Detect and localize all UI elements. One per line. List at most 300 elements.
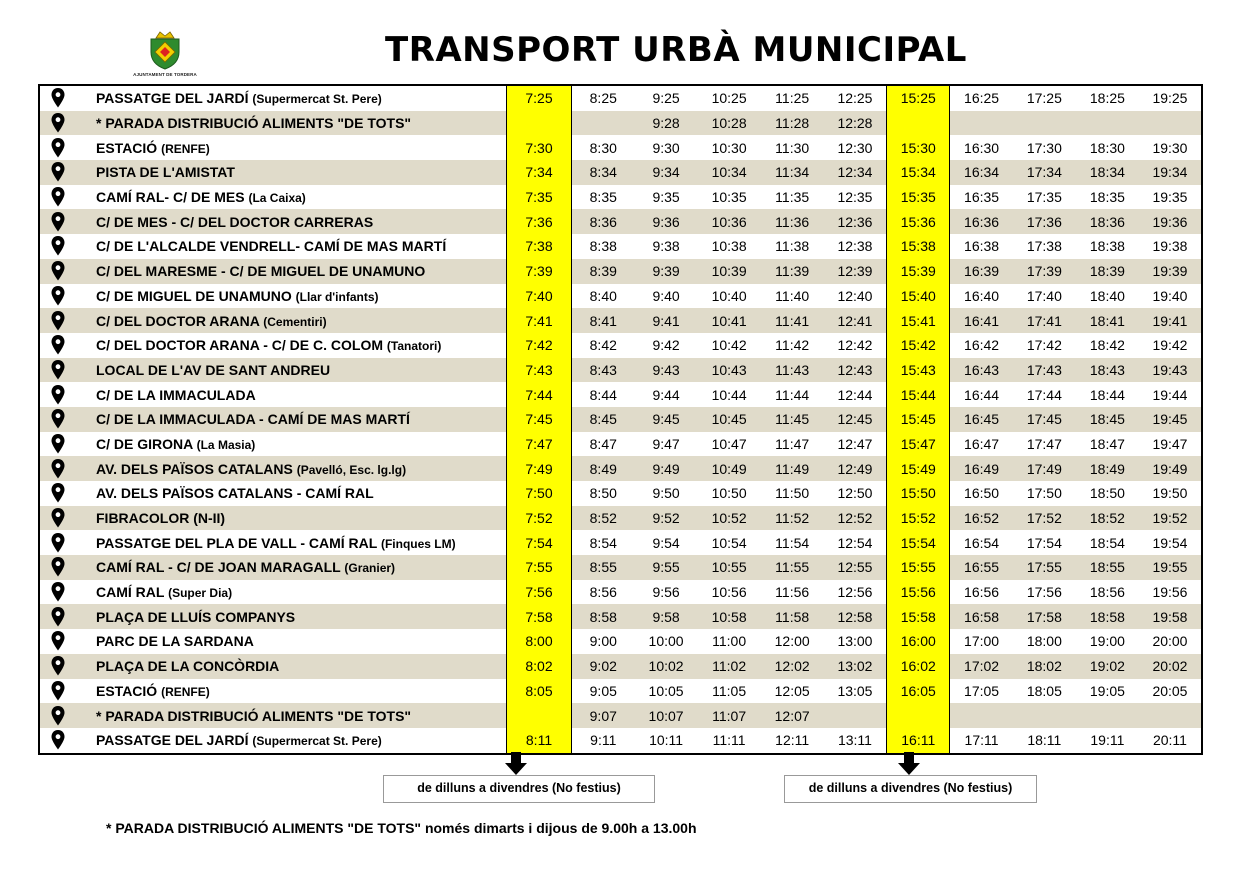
stop-pin	[39, 506, 76, 531]
departure-time: 12:30	[837, 139, 873, 156]
departure-time: 8:47	[589, 435, 617, 452]
stop-name	[76, 407, 507, 432]
departure-time: 9:00	[589, 633, 617, 650]
stop-label: PASSATGE DEL JARDÍ	[96, 90, 253, 107]
departure-time: 19:47	[1152, 435, 1188, 452]
departure-time: 12:28	[824, 111, 887, 136]
departure-time: 7:40	[507, 284, 572, 309]
departure-time: 10:50	[711, 485, 747, 502]
departure-time: 11:00	[712, 633, 747, 650]
departure-time: 18:50	[1089, 485, 1125, 502]
departure-time: 17:44	[1026, 386, 1062, 403]
stop-name	[76, 111, 507, 136]
location-pin-icon	[51, 335, 65, 355]
departure-time: 8:02	[507, 654, 572, 679]
departure-time: 19:40	[1152, 287, 1188, 304]
departure-time: 17:30	[1026, 139, 1062, 156]
departure-time: 12:52	[824, 506, 887, 531]
location-pin-icon	[51, 360, 65, 380]
departure-time: 17:43	[1013, 358, 1076, 383]
departure-time	[507, 111, 572, 136]
departure-time: 17:25	[1026, 90, 1062, 107]
stop-label: C/ DE L'ALCALDE VENDRELL- CAMÍ DE MAS MARTÍ	[96, 238, 447, 255]
departure-time: 11:43	[761, 358, 824, 383]
location-pin-icon	[51, 162, 65, 182]
departure-time: 9:52	[635, 506, 698, 531]
departure-time: 19:25	[1152, 90, 1188, 107]
location-pin-icon	[51, 286, 65, 306]
departure-time: 20:11	[1152, 732, 1187, 749]
departure-time	[1076, 703, 1139, 728]
location-pin-icon	[51, 607, 65, 627]
departure-time: 9:30	[652, 139, 680, 156]
departure-time: 8:39	[572, 259, 635, 284]
departure-time: 15:52	[887, 506, 950, 531]
stop-pin	[39, 284, 76, 309]
departure-time: 17:11	[964, 732, 999, 749]
departure-time: 11:54	[775, 534, 810, 551]
departure-time: 11:35	[775, 189, 810, 206]
stop-label: PISTA DE L'AMISTAT	[96, 164, 235, 181]
table-row	[39, 382, 1202, 407]
table-row	[39, 407, 1202, 432]
footnote: * PARADA DISTRIBUCIÓ ALIMENTS "DE TOTS" només dimarts i dijous de 9.00h a 13.00h	[106, 820, 697, 836]
stop-label: PASSATGE DEL PLA DE VALL - CAMÍ RAL	[96, 534, 381, 551]
departure-time: 7:50	[507, 481, 572, 506]
departure-time: 18:05	[1026, 682, 1062, 699]
departure-time: 19:58	[1139, 604, 1202, 629]
departure-time: 18:38	[1089, 238, 1125, 255]
departure-time: 17:54	[1026, 534, 1062, 551]
table-row	[39, 160, 1202, 185]
departure-time: 17:50	[1026, 485, 1062, 502]
departure-time: 11:52	[761, 506, 824, 531]
departure-time: 8:35	[589, 189, 617, 206]
departure-time: 8:45	[572, 407, 635, 432]
departure-time: 7:30	[507, 135, 572, 160]
departure-time: 8:54	[589, 534, 617, 551]
stop-name	[76, 629, 507, 654]
stop-label: PLAÇA DE LA CONCÒRDIA	[96, 658, 280, 675]
table-row	[39, 284, 1202, 309]
departure-time: 19:43	[1139, 358, 1202, 383]
stop-landmark: (La Caixa)	[248, 191, 306, 206]
departure-time: 12:56	[837, 584, 873, 601]
schedule-table	[38, 84, 1203, 755]
location-pin-icon	[51, 385, 65, 405]
stop-name	[76, 481, 507, 506]
departure-time: 8:44	[589, 386, 617, 403]
departure-time: 11:41	[761, 308, 824, 333]
departure-time: 11:02	[698, 654, 761, 679]
departure-time: 18:43	[1076, 358, 1139, 383]
stop-label: C/ DEL DOCTOR ARANA	[96, 312, 264, 329]
departure-time: 17:56	[1026, 584, 1062, 601]
departure-time: 15:55	[887, 555, 950, 580]
departure-time: 9:50	[652, 485, 680, 502]
stop-landmark: (Granier)	[344, 561, 396, 576]
departure-time: 9:45	[635, 407, 698, 432]
location-pin-icon	[51, 459, 65, 479]
stop-label: C/ DE GIRONA	[96, 435, 197, 452]
stop-label: PASSATGE DEL JARDÍ	[96, 732, 253, 749]
table-row	[39, 728, 1202, 754]
departure-time: 18:55	[1076, 555, 1139, 580]
departure-time: 7:39	[507, 259, 572, 284]
stop-landmark: (RENFE)	[161, 684, 210, 699]
stop-pin	[39, 555, 76, 580]
location-pin-icon	[51, 409, 65, 429]
stop-landmark: (Finques LM)	[380, 536, 456, 551]
departure-time: 19:11	[1090, 732, 1125, 749]
location-pin-icon	[51, 88, 65, 108]
departure-time: 18:58	[1076, 604, 1139, 629]
departure-time: 16:47	[964, 435, 1000, 452]
stop-name	[76, 382, 507, 407]
stop-pin	[39, 135, 76, 160]
table-row	[39, 135, 1202, 160]
departure-time: 15:25	[887, 85, 950, 111]
stop-label: PARC DE LA SARDANA	[96, 633, 254, 650]
departure-time: 17:52	[1013, 506, 1076, 531]
departure-time: 9:42	[652, 337, 680, 354]
departure-time: 10:07	[635, 703, 698, 728]
departure-time: 12:41	[824, 308, 887, 333]
arrow-down-icon	[898, 752, 920, 776]
departure-time: 8:42	[589, 337, 617, 354]
departure-time: 18:52	[1076, 506, 1139, 531]
location-pin-icon	[51, 533, 65, 553]
location-pin-icon	[51, 212, 65, 232]
departure-time	[507, 703, 572, 728]
departure-time: 13:02	[824, 654, 887, 679]
departure-time: 8:11	[507, 728, 572, 754]
departure-time: 18:56	[1089, 584, 1125, 601]
departure-time: 19:50	[1152, 485, 1188, 502]
departure-time: 7:49	[507, 456, 572, 481]
departure-time: 11:07	[698, 703, 761, 728]
stop-label: AV. DELS PAÏSOS CATALANS	[96, 460, 297, 477]
departure-time: 12:43	[824, 358, 887, 383]
departure-time: 10:02	[635, 654, 698, 679]
departure-time: 16:11	[887, 728, 950, 754]
table-row	[39, 111, 1202, 136]
table-row	[39, 580, 1202, 605]
departure-time: 11:50	[775, 485, 810, 502]
departure-time: 11:38	[775, 238, 810, 255]
departure-time: 8:40	[589, 287, 617, 304]
table-row	[39, 629, 1202, 654]
departure-time: 12:00	[774, 633, 810, 650]
departure-time: 8:50	[589, 485, 617, 502]
departure-time: 7:38	[507, 234, 572, 259]
departure-time: 9:07	[572, 703, 635, 728]
departure-time: 10:30	[711, 139, 747, 156]
departure-time	[887, 111, 950, 136]
departure-time: 8:49	[572, 456, 635, 481]
departure-time: 12:54	[837, 534, 873, 551]
departure-time: 11:49	[761, 456, 824, 481]
weekday-note-morning: de dilluns a divendres (No festius)	[383, 775, 655, 803]
stop-pin	[39, 308, 76, 333]
departure-time: 16:36	[950, 209, 1013, 234]
departure-time: 12:40	[837, 287, 873, 304]
departure-time: 9:11	[590, 732, 617, 749]
stop-name	[76, 308, 507, 333]
departure-time: 10:55	[698, 555, 761, 580]
departure-time: 9:05	[589, 682, 617, 699]
stop-pin	[39, 234, 76, 259]
stop-label: C/ DE MES - C/ DEL DOCTOR CARRERAS	[96, 213, 374, 230]
departure-time: 12:05	[774, 682, 810, 699]
stop-landmark: (Supermercat St. Pere)	[252, 734, 382, 749]
departure-time: 12:50	[837, 485, 873, 502]
departure-time: 10:28	[698, 111, 761, 136]
departure-time: 8:00	[507, 629, 572, 654]
departure-time: 7:25	[507, 85, 572, 111]
departure-time: 11:56	[775, 584, 810, 601]
departure-time: 18:11	[1027, 732, 1062, 749]
departure-time: 11:44	[775, 386, 810, 403]
departure-time: 9:25	[652, 90, 680, 107]
departure-time	[1013, 703, 1076, 728]
departure-time: 13:11	[837, 732, 872, 749]
stop-name	[76, 259, 507, 284]
departure-time: 17:35	[1026, 189, 1062, 206]
departure-time: 18:36	[1076, 209, 1139, 234]
table-row	[39, 308, 1202, 333]
departure-time: 12:36	[824, 209, 887, 234]
departure-time: 9:28	[635, 111, 698, 136]
departure-time: 17:38	[1026, 238, 1062, 255]
departure-time: 19:56	[1152, 584, 1188, 601]
location-pin-icon	[51, 261, 65, 281]
departure-time: 10:36	[698, 209, 761, 234]
stop-pin	[39, 382, 76, 407]
table-row	[39, 604, 1202, 629]
departure-time: 11:11	[712, 732, 746, 749]
departure-time: 18:47	[1089, 435, 1125, 452]
departure-time: 19:35	[1152, 189, 1188, 206]
location-pin-icon	[51, 434, 65, 454]
departure-time: 19:39	[1139, 259, 1202, 284]
stop-pin	[39, 407, 76, 432]
departure-time: 18:41	[1076, 308, 1139, 333]
departure-time: 10:25	[711, 90, 747, 107]
departure-time: 7:52	[507, 506, 572, 531]
departure-time	[887, 703, 950, 728]
table-row	[39, 185, 1202, 210]
departure-time: 9:40	[652, 287, 680, 304]
stop-name	[76, 703, 507, 728]
departure-time: 18:42	[1089, 337, 1125, 354]
departure-time	[1013, 111, 1076, 136]
stop-label: LOCAL DE L'AV DE SANT ANDREU	[96, 361, 331, 378]
departure-time: 7:36	[507, 209, 572, 234]
stop-name	[76, 506, 507, 531]
stop-label: * PARADA DISTRIBUCIÓ ALIMENTS "DE TOTS"	[96, 707, 412, 724]
page-title: TRANSPORT URBÀ MUNICIPAL	[385, 30, 967, 70]
departure-time: 17:49	[1013, 456, 1076, 481]
departure-time	[1139, 703, 1202, 728]
departure-time: 15:54	[887, 530, 950, 555]
departure-time: 18:30	[1089, 139, 1125, 156]
departure-time: 8:36	[572, 209, 635, 234]
departure-time: 17:36	[1013, 209, 1076, 234]
table-row	[39, 456, 1202, 481]
departure-time: 10:45	[698, 407, 761, 432]
stop-landmark: (Cementiri)	[263, 314, 327, 329]
departure-time: 16:43	[950, 358, 1013, 383]
departure-time: 16:54	[964, 534, 1000, 551]
departure-time: 16:50	[964, 485, 1000, 502]
departure-time: 16:34	[950, 160, 1013, 185]
departure-time: 11:55	[761, 555, 824, 580]
stop-name	[76, 654, 507, 679]
departure-time: 11:45	[761, 407, 824, 432]
departure-time: 20:05	[1152, 682, 1188, 699]
departure-time: 16:25	[964, 90, 1000, 107]
departure-time: 7:55	[507, 555, 572, 580]
stop-pin	[39, 185, 76, 210]
departure-time: 10:47	[711, 435, 747, 452]
departure-time: 11:36	[761, 209, 824, 234]
stop-label: C/ DE MIGUEL DE UNAMUNO	[96, 287, 296, 304]
stop-landmark: (RENFE)	[161, 141, 210, 156]
stop-landmark: (Super Dia)	[168, 586, 233, 601]
logo-caption: AJUNTAMENT DE TORDERA	[133, 72, 197, 77]
departure-time: 12:38	[837, 238, 873, 255]
departure-time: 8:52	[572, 506, 635, 531]
departure-time: 16:55	[950, 555, 1013, 580]
departure-time: 11:30	[775, 139, 810, 156]
departure-time: 18:54	[1089, 534, 1125, 551]
stop-pin	[39, 654, 76, 679]
departure-time: 8:41	[572, 308, 635, 333]
departure-time: 15:34	[887, 160, 950, 185]
departure-time: 15:45	[887, 407, 950, 432]
departure-time	[950, 703, 1013, 728]
departure-time: 8:30	[589, 139, 617, 156]
stop-name	[76, 135, 507, 160]
stop-label: FIBRACOLOR (N-II)	[96, 510, 226, 527]
departure-time: 15:56	[887, 580, 950, 605]
departure-time: 8:56	[589, 584, 617, 601]
departure-time: 15:50	[887, 481, 950, 506]
departure-time: 9:38	[652, 238, 680, 255]
departure-time: 15:40	[887, 284, 950, 309]
departure-time: 11:05	[712, 682, 747, 699]
departure-time: 19:38	[1152, 238, 1188, 255]
departure-time: 19:34	[1139, 160, 1202, 185]
departure-time: 10:44	[711, 386, 747, 403]
stop-name	[76, 85, 507, 111]
departure-time: 12:39	[824, 259, 887, 284]
departure-time: 18:00	[1026, 633, 1062, 650]
departure-time: 15:39	[887, 259, 950, 284]
stop-pin	[39, 580, 76, 605]
table-row	[39, 234, 1202, 259]
departure-time: 12:07	[761, 703, 824, 728]
stop-label: C/ DEL DOCTOR ARANA - C/ DE C. COLOM	[96, 337, 387, 354]
departure-time: 16:30	[964, 139, 1000, 156]
location-pin-icon	[51, 236, 65, 256]
departure-time: 12:49	[824, 456, 887, 481]
stop-name	[76, 728, 507, 754]
departure-time: 8:25	[589, 90, 617, 107]
stop-label: C/ DEL MARESME - C/ DE MIGUEL DE UNAMUNO	[96, 263, 426, 280]
stop-label: AV. DELS PAÏSOS CATALANS - CAMÍ RAL	[96, 485, 374, 502]
stop-name	[76, 185, 507, 210]
departure-time: 16:00	[887, 629, 950, 654]
departure-time: 8:05	[507, 679, 572, 704]
departure-time	[950, 111, 1013, 136]
departure-time: 9:39	[635, 259, 698, 284]
departure-time: 8:58	[572, 604, 635, 629]
stop-landmark: (Supermercat St. Pere)	[252, 92, 382, 107]
departure-time: 17:00	[964, 633, 1000, 650]
departure-time: 11:25	[775, 90, 810, 107]
stop-name	[76, 679, 507, 704]
stop-pin	[39, 111, 76, 136]
departure-time: 12:34	[824, 160, 887, 185]
departure-time: 8:43	[572, 358, 635, 383]
departure-time: 15:42	[887, 333, 950, 358]
stop-name	[76, 358, 507, 383]
departure-time: 17:40	[1026, 287, 1062, 304]
stop-name	[76, 209, 507, 234]
departure-time: 16:40	[964, 287, 1000, 304]
stop-label: CAMÍ RAL- C/ DE MES	[96, 189, 249, 206]
departure-time: 9:47	[652, 435, 680, 452]
departure-time: 17:02	[950, 654, 1013, 679]
departure-time: 16:05	[887, 679, 950, 704]
location-pin-icon	[51, 706, 65, 726]
departure-time: 9:49	[635, 456, 698, 481]
departure-time: 10:56	[711, 584, 747, 601]
departure-time: 15:41	[887, 308, 950, 333]
stop-name	[76, 432, 507, 457]
departure-time: 16:02	[887, 654, 950, 679]
location-pin-icon	[51, 631, 65, 651]
departure-time: 7:45	[507, 407, 572, 432]
departure-time: 8:55	[572, 555, 635, 580]
stop-label: C/ DE LA IMMACULADA - CAMÍ DE MAS MARTÍ	[96, 411, 410, 428]
stop-name	[76, 530, 507, 555]
departure-time: 10:49	[698, 456, 761, 481]
departure-time: 15:36	[887, 209, 950, 234]
stop-name	[76, 555, 507, 580]
table-row	[39, 358, 1202, 383]
departure-time: 12:45	[824, 407, 887, 432]
location-pin-icon	[51, 730, 65, 750]
stop-pin	[39, 432, 76, 457]
departure-time: 18:45	[1076, 407, 1139, 432]
departure-time: 19:52	[1139, 506, 1202, 531]
departure-time: 16:56	[964, 584, 1000, 601]
weekday-note-afternoon: de dilluns a divendres (No festius)	[784, 775, 1037, 803]
table-row	[39, 432, 1202, 457]
departure-time: 17:45	[1013, 407, 1076, 432]
departure-time: 12:25	[837, 90, 873, 107]
departure-time: 9:58	[635, 604, 698, 629]
departure-time	[824, 703, 887, 728]
departure-time: 15:49	[887, 456, 950, 481]
departure-time: 13:00	[837, 633, 873, 650]
location-pin-icon	[51, 138, 65, 158]
departure-time: 10:43	[698, 358, 761, 383]
departure-time: 18:35	[1089, 189, 1125, 206]
